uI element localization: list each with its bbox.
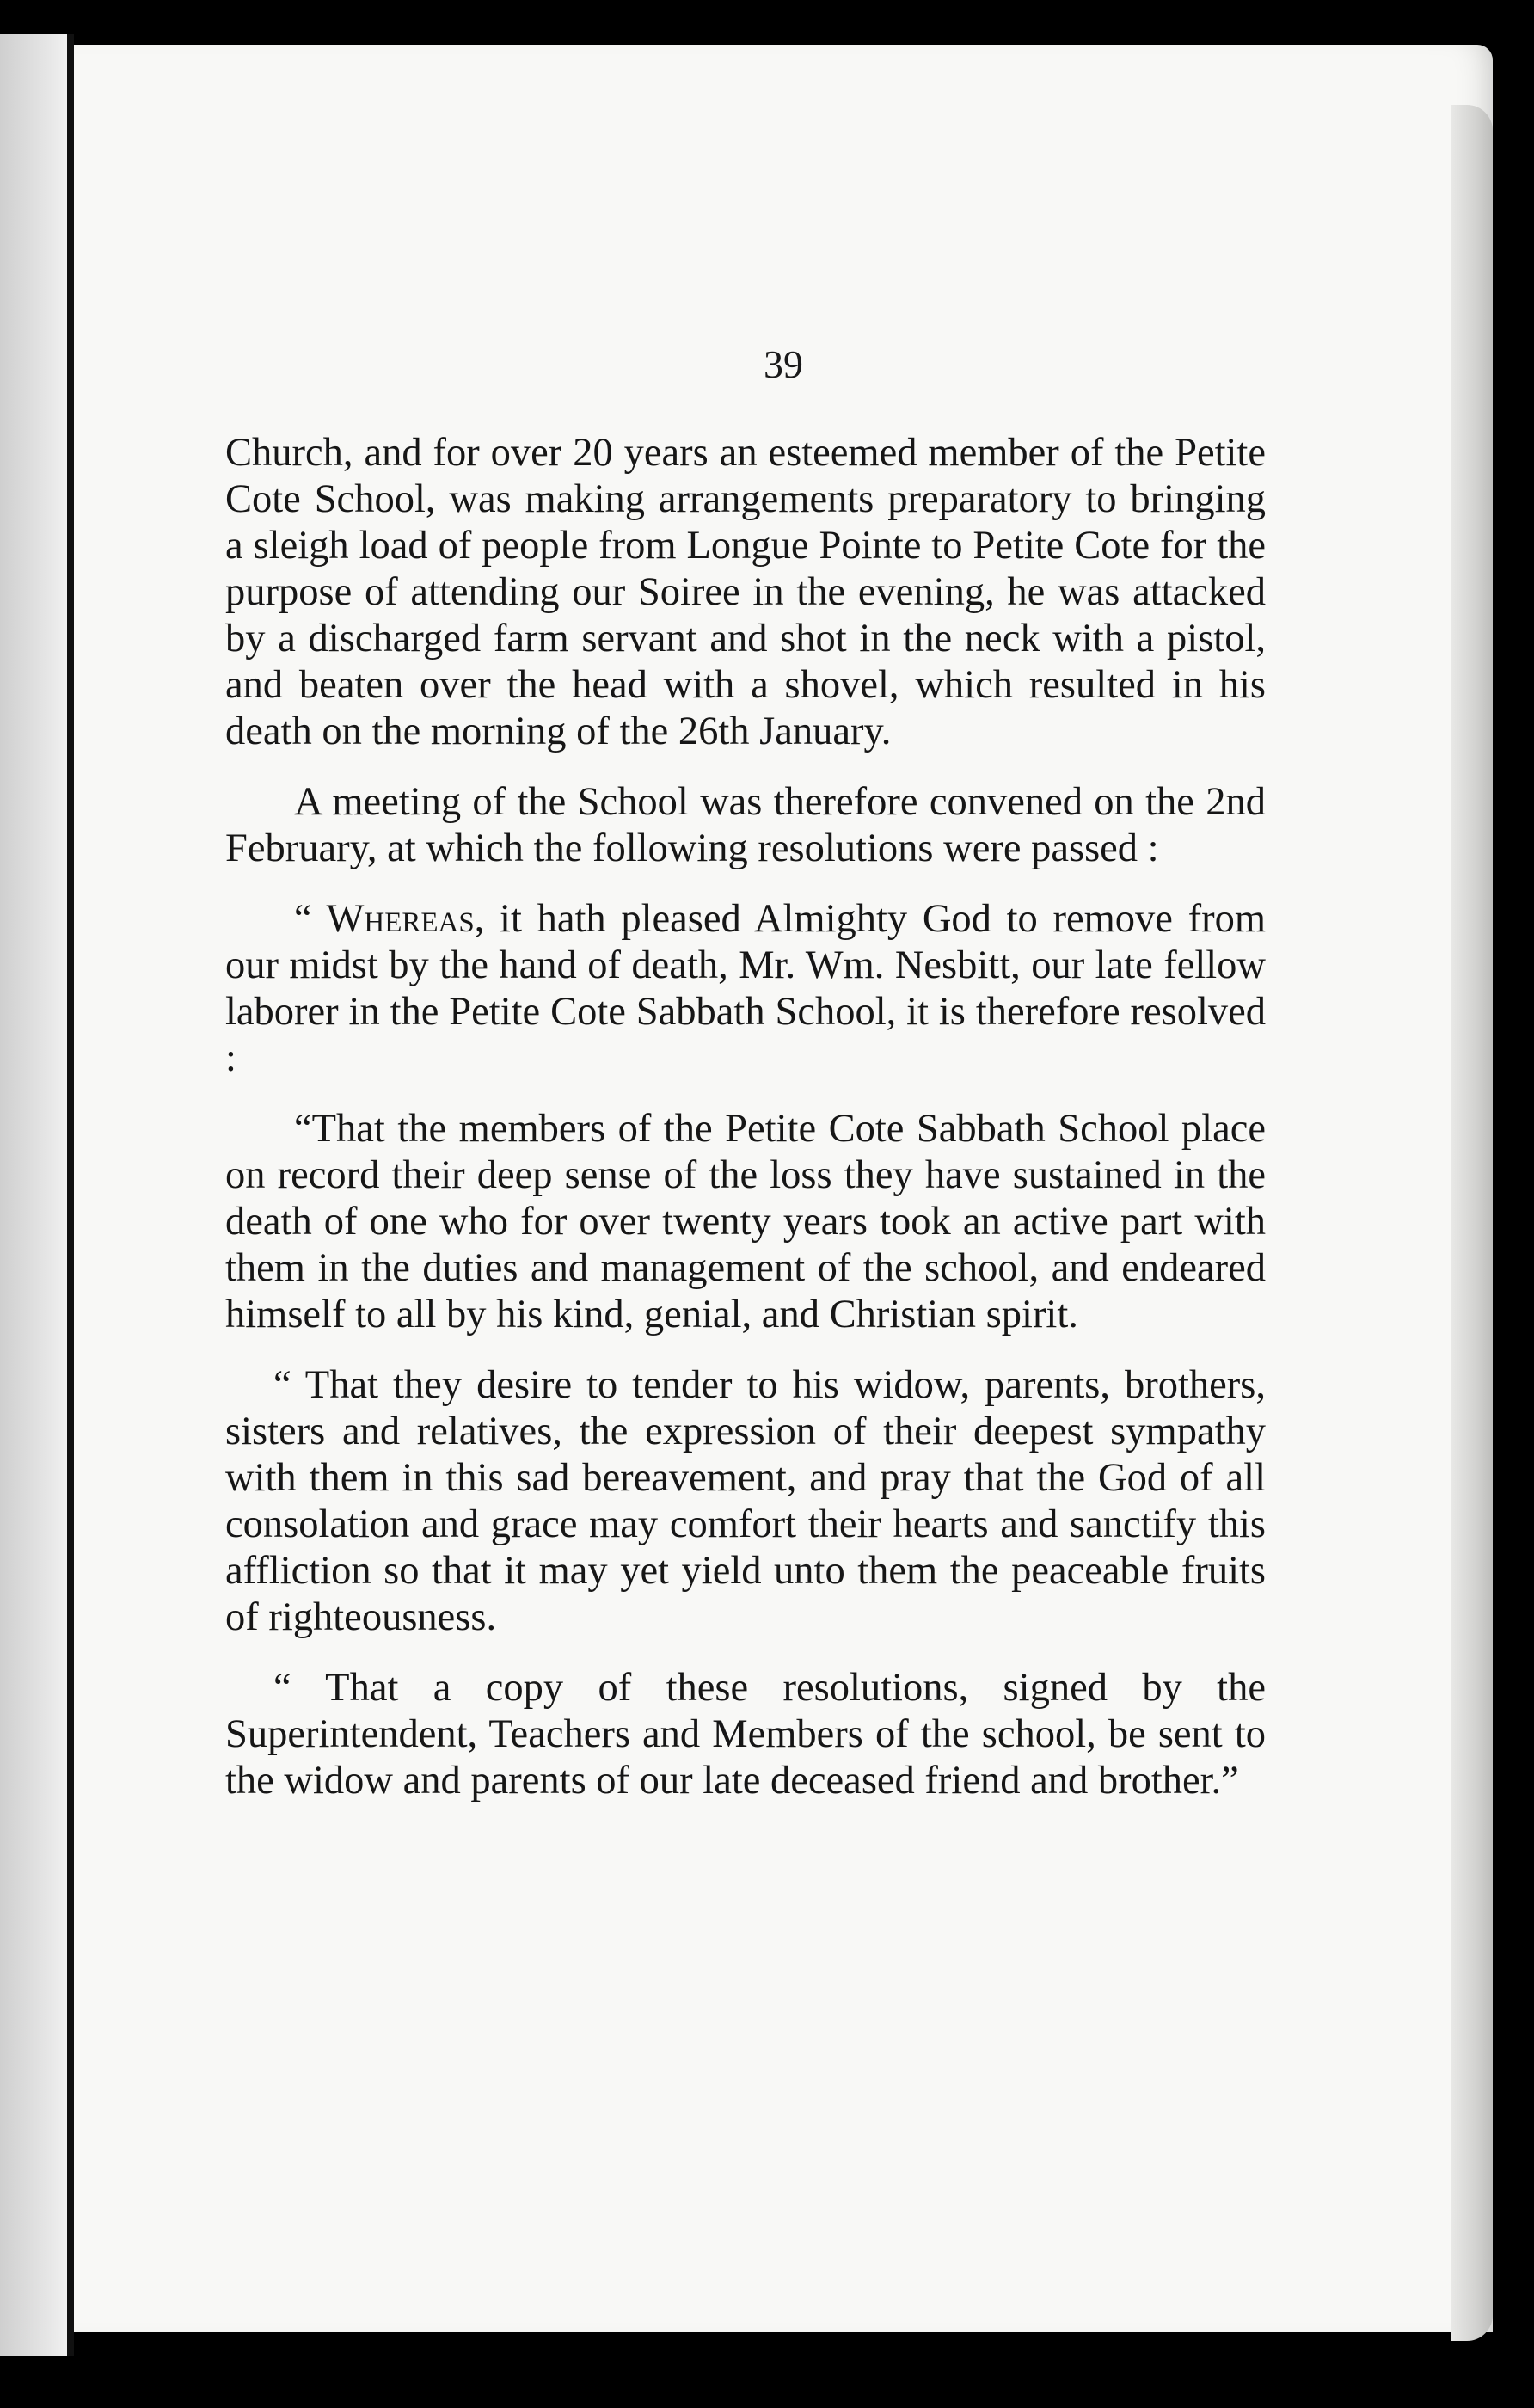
page-fore-edge [1451,105,1493,2341]
whereas-lead: “ Whereas, [294,897,485,941]
paragraph-resolution-two: “ That they desire to tender to his widow, parents, brothers, sisters and relatives, the expression of their deepest sympathy with them in this sad bereavement, and pray that the God of all consolation and grace may comfort their hearts and sanctify this affliction so that it may yet yield unto them the peaceable fruits of righteousness. [225,1363,1266,1639]
paragraph-continuation: Church, and for over 20 years an esteemed member of the Petite Cote School, was making arrangements preparatory to bringing a sleigh load of people from Longue Pointe to Petite Cote for the purpose of attending our Soiree in the evening, he was attacked by a discharged farm servant and shot in the neck with a pistol, and beaten over the head with a shovel, which resulted in his death on the morning of the 26th January. [225,431,1266,753]
whereas-rest: it hath pleased Almighty God to remove from our midst by the hand of death, Mr. Wm. Nesbitt, our late fellow laborer in the Petite Cote Sabbath School, it is therefore resolved : [225,897,1267,1080]
paragraph-resolution-one: “That the members of the Petite Cote Sabbath School place on record their deep sense of the loss they have sustained in the death of one who for over twenty years took an active part with them in the duties and management of the school, and endeared himself to all by his kind, genial, and Christian spirit. [225,1107,1266,1336]
book-gutter [67,34,74,2356]
page-body-text [225,430,1266,1828]
paragraph-resolution-three: “ That a copy of these resolutions, signed by the Superintendent, Teachers and Members of the school, be sent to the widow and parents of our late deceased friend and brother.” [225,1666,1266,1803]
book-page [74,45,1493,2332]
facing-page-edge [0,34,69,2356]
paragraph-meeting: A meeting of the School was therefore convened on the 2nd February, at which the following resolutions were passed : [225,780,1266,870]
paragraph-whereas [225,896,1266,1082]
page-number: 39 [764,342,803,386]
